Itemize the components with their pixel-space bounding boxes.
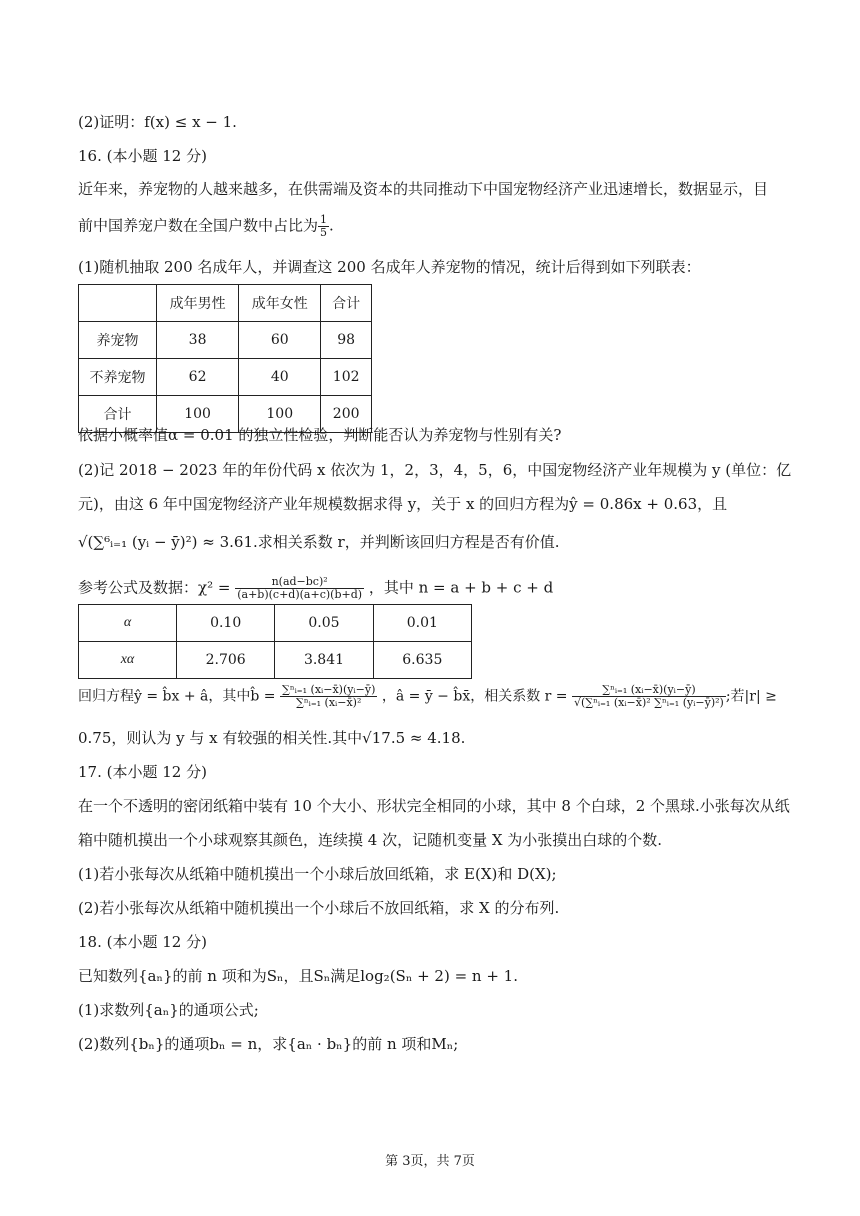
slope-fraction <box>280 684 377 709</box>
fraction-denominator: (a+b)(c+d)(a+c)(b+d) <box>237 588 363 601</box>
q17-text-1: 在一个不透明的密闭纸箱中装有 10 个大小、形状完全相同的小球，其中 8 个白球，2 个黑球.小张每次从纸 <box>78 797 790 815</box>
correlation-fraction <box>572 684 726 709</box>
q16-part1: (1)随机抽取 200 名成年人，并调查这 200 名成年人养宠物的情况，统计后得到如下列联表： <box>78 258 701 276</box>
fraction-numerator: n(ad−bc)² <box>235 576 364 589</box>
q17-part2: (2)若小张每次从纸箱中随机摸出一个小球后不放回纸箱，求 X 的分布列. <box>78 899 560 917</box>
table-cell: 40 <box>239 359 321 396</box>
table-cell: 62 <box>157 359 239 396</box>
table-cell: 0.05 <box>275 605 373 642</box>
chi-square-fraction <box>235 576 364 601</box>
table-cell <box>79 285 157 322</box>
table-cell: 100 <box>157 396 239 433</box>
table-cell: 合计 <box>79 396 157 433</box>
fraction-denominator: 5 <box>320 226 328 239</box>
table-cell: α <box>79 605 177 642</box>
q16-part2-c: √(∑⁶ᵢ₌₁ (yᵢ − ȳ)²) ≈ 3.61.求相关系数 r，并判断该回归方程是否有价值. <box>78 533 560 551</box>
q18-text-1: 已知数列{aₙ}的前 n 项和为Sₙ，且Sₙ满足log₂(Sₙ + 2) = n + 1. <box>78 967 518 985</box>
contingency-table <box>78 284 372 433</box>
page-footer: 第 3页，共 7页 <box>385 1154 475 1169</box>
q16-text-2-b: . <box>329 216 334 235</box>
fraction-numerator: 1 <box>320 213 328 226</box>
q16-heading: 16. (本小题 12 分) <box>78 147 207 165</box>
q16-text-1: 近年来，养宠物的人越来越多，在供需端及资本的共同推动下中国宠物经济产业迅速增长，数据显示，目 <box>78 180 769 198</box>
q17-text-2: 箱中随机摸出一个小球观察其颜色，连续摸 4 次，记随机变量 X 为小张摸出白球的个数. <box>78 831 663 849</box>
q17-part1: (1)若小张每次从纸箱中随机摸出一个小球后放回纸箱，求 E(X)和 D(X); <box>78 865 557 883</box>
table-row <box>79 605 472 642</box>
reference-where: ，其中 n = a + b + c + d <box>368 578 554 597</box>
table-cell: 38 <box>157 322 239 359</box>
table-cell: 0.10 <box>177 605 275 642</box>
q15-part2: (2)证明：f(x) ≤ x − 1. <box>78 113 237 131</box>
fraction-denominator: ∑ⁿᵢ₌₁ (xᵢ−x̄)² <box>296 696 362 709</box>
table-cell: 200 <box>321 396 372 433</box>
q16-text-2 <box>78 214 334 239</box>
q16-part1-question: 依据小概率值α = 0.01 的独立性检验，判断能否认为养宠物与性别有关? <box>78 426 562 444</box>
table-row <box>79 322 372 359</box>
table-row <box>79 359 372 396</box>
regression-condition: ;若|r| ≥ <box>725 688 777 705</box>
q16-part2-a: (2)记 2018 − 2023 年的年份代码 x 依次为 1，2，3，4，5，6，中国宠物经济产业年规模为 y (单位：亿 <box>78 461 792 479</box>
table-cell: 6.635 <box>373 642 471 679</box>
table-cell: 102 <box>321 359 372 396</box>
table-cell: 100 <box>239 396 321 433</box>
q16-text-2-a: 前中国养宠户数在全国户数中占比为 <box>78 216 319 235</box>
table-cell: 成年女性 <box>239 285 321 322</box>
table-cell: 0.01 <box>373 605 471 642</box>
regression-note: 0.75，则认为 y 与 x 有较强的相关性.其中√17.5 ≈ 4.18. <box>78 729 466 747</box>
reference-formula <box>78 576 553 601</box>
fraction-numerator: ∑ⁿᵢ₌₁ (xᵢ−x̄)(yᵢ−ȳ) <box>572 684 726 697</box>
table-cell: 98 <box>321 322 372 359</box>
table-cell: 合计 <box>321 285 372 322</box>
q18-part2: (2)数列{bₙ}的通项bₙ = n，求{aₙ · bₙ}的前 n 项和Mₙ; <box>78 1035 459 1053</box>
q16-part2-b: 元)，由这 6 年中国宠物经济产业年规模数据求得 y，关于 x 的回归方程为ŷ = 0.86x + 0.63，且 <box>78 495 728 513</box>
table-cell: 60 <box>239 322 321 359</box>
table-cell: 不养宠物 <box>79 359 157 396</box>
critical-value-table <box>78 604 472 679</box>
table-cell: xα <box>79 642 177 679</box>
fraction-numerator: ∑ⁿᵢ₌₁ (xᵢ−x̄)(yᵢ−ȳ) <box>281 683 376 696</box>
fraction-denominator: √(∑ⁿᵢ₌₁ (xᵢ−x̄)² ∑ⁿᵢ₌₁ (yᵢ−ȳ)²) <box>574 696 724 709</box>
q18-part1: (1)求数列{aₙ}的通项公式; <box>78 1001 259 1019</box>
table-header-row <box>79 285 372 322</box>
table-row <box>79 642 472 679</box>
table-cell: 成年男性 <box>157 285 239 322</box>
table-cell: 2.706 <box>177 642 275 679</box>
regression-intercept: ，â = ȳ − b̂x̄，相关系数 r = <box>381 688 568 705</box>
table-cell: 养宠物 <box>79 322 157 359</box>
regression-formula <box>78 684 777 709</box>
table-cell: 3.841 <box>275 642 373 679</box>
fraction-one-fifth <box>318 214 329 239</box>
q17-heading: 17. (本小题 12 分) <box>78 763 207 781</box>
regression-label: 回归方程ŷ = b̂x + â，其中b̂ = <box>78 688 276 705</box>
q18-heading: 18. (本小题 12 分) <box>78 933 207 951</box>
reference-label: 参考公式及数据：χ² = <box>78 578 231 597</box>
